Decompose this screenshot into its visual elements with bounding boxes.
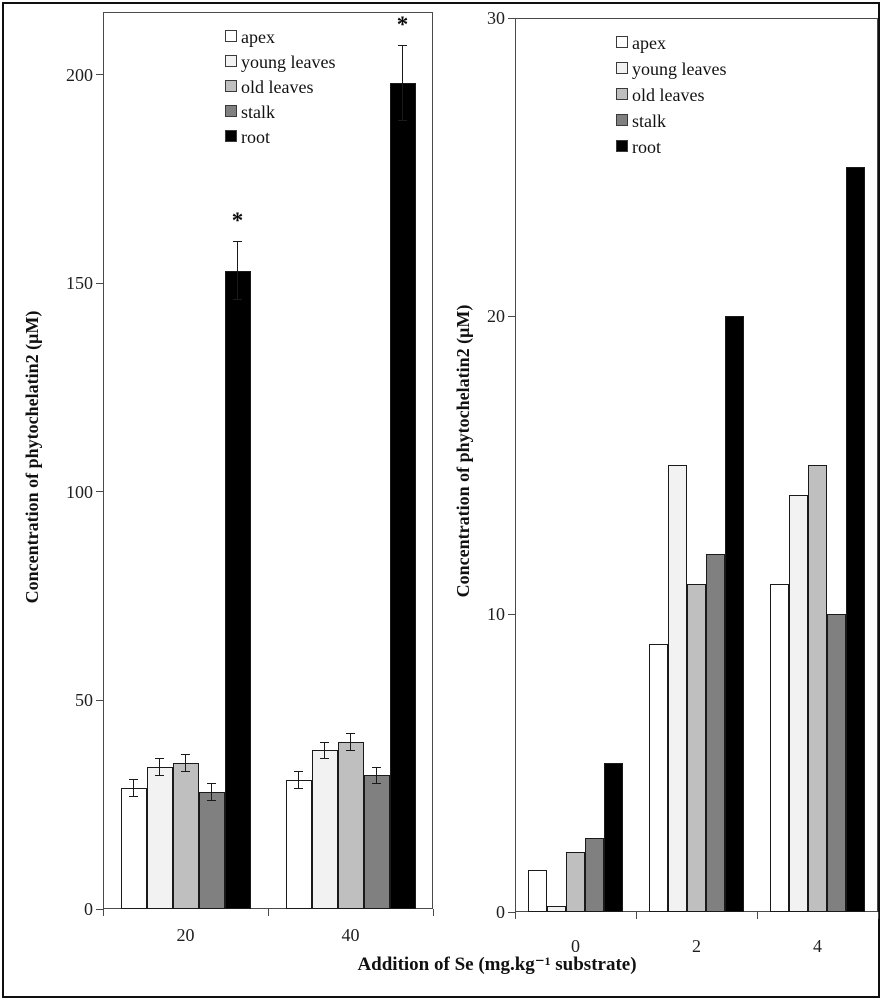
panel-a-y-tick xyxy=(96,74,103,75)
panel-a-error-bar-cap xyxy=(398,120,407,121)
panel-b-legend-label-root: root xyxy=(632,137,661,157)
panel-a-error-bar-cap xyxy=(233,241,242,242)
panel-a-error-bar-cap xyxy=(181,754,190,755)
panel-a-y-tick-label: 100 xyxy=(66,481,93,502)
panel-a-error-bar-cap xyxy=(129,779,138,780)
panel-a-bar-young-leaves xyxy=(147,767,173,909)
panel-b-x-tick xyxy=(757,912,758,919)
panel-b-bar-apex xyxy=(649,644,668,912)
panel-b-category-label: 4 xyxy=(813,936,822,956)
panel-a-x-tick xyxy=(103,909,104,916)
panel-a-error-bar-cap xyxy=(320,758,329,759)
panel-b-bar-stalk xyxy=(706,554,725,912)
panel-a-error-bar xyxy=(350,734,351,751)
panel-a-y-tick xyxy=(96,491,103,492)
panel-b-bar-stalk xyxy=(827,614,846,912)
panel-a-error-bar-cap xyxy=(155,758,164,759)
panel-a-y-tick-label: 50 xyxy=(75,690,93,711)
panel-a-error-bar-cap xyxy=(294,788,303,789)
panel-b-legend-swatch-old-leaves xyxy=(616,88,628,100)
panel-a-legend-swatch-stalk xyxy=(225,105,237,117)
panel-a-bar-old-leaves xyxy=(338,742,364,909)
panel-b-bar-root xyxy=(725,316,744,912)
panel-a-error-bar xyxy=(185,755,186,772)
panel-a-legend-swatch-root xyxy=(225,130,237,142)
panel-a-error-bar-cap xyxy=(129,796,138,797)
panel-b-x-tick xyxy=(515,912,516,919)
panel-a-error-bar xyxy=(376,767,377,784)
panel-a-error-bar xyxy=(298,771,299,788)
panel-a-bar-root xyxy=(225,271,251,909)
panel-a-error-bar-cap xyxy=(294,771,303,772)
panel-b-y-tick-label: 20 xyxy=(487,306,505,326)
panel-b-bar-apex xyxy=(528,870,547,912)
panel-b-bar-old-leaves xyxy=(566,852,585,912)
panel-a-legend-label-old-leaves: old leaves xyxy=(241,77,314,97)
panel-a-bar-stalk xyxy=(199,792,225,909)
panel-b-y-tick xyxy=(508,18,515,19)
panel-b-legend-label-apex: apex xyxy=(632,33,666,53)
panel-b-bar-young-leaves xyxy=(668,465,687,912)
panel-b-y-axis-title: Concentration of phytochelatin2 (μM) xyxy=(453,304,473,598)
panel-b-legend-swatch-root xyxy=(616,140,628,152)
panel-b-bar-young-leaves xyxy=(547,906,566,912)
panel-b-bar-young-leaves xyxy=(789,495,808,912)
panel-a-error-bar-cap xyxy=(181,771,190,772)
panel-b-x-tick xyxy=(636,912,637,919)
panel-a-category-label: 20 xyxy=(176,925,195,945)
panel-b-bar-apex xyxy=(770,584,789,912)
panel-a-error-bar xyxy=(211,784,212,801)
panel-a-error-bar-cap xyxy=(346,733,355,734)
panel-a-category-label: 40 xyxy=(341,925,360,945)
panel-b-x-tick xyxy=(878,912,879,919)
panel-b-bar-root xyxy=(846,167,865,912)
panel-a-legend-swatch-old-leaves xyxy=(225,80,237,92)
panel-b-bar-root xyxy=(604,763,623,912)
panel-a-y-tick-label: 200 xyxy=(66,64,93,85)
panel-b-legend-label-stalk: stalk xyxy=(632,111,666,131)
panel-b-y-tick xyxy=(508,614,515,615)
panel-a-bar-old-leaves xyxy=(173,763,199,909)
panel-b-y-tick-label: 0 xyxy=(496,902,505,922)
panel-b-bar-old-leaves xyxy=(808,465,827,912)
panel-a-bar-young-leaves xyxy=(312,750,338,909)
panel-a-error-bar xyxy=(237,241,238,299)
panel-a-bar-apex xyxy=(121,788,147,909)
panel-a-bar-root xyxy=(390,83,416,909)
panel-b-y-tick xyxy=(508,316,515,317)
panel-a-error-bar-cap xyxy=(207,800,216,801)
panel-a-error-bar xyxy=(324,742,325,759)
panel-b-bar-stalk xyxy=(585,838,604,913)
panel-b-bar-old-leaves xyxy=(687,584,706,912)
panel-b-category-label: 0 xyxy=(571,936,580,956)
panel-a-legend-label-apex: apex xyxy=(241,27,275,47)
panel-a-error-bar xyxy=(159,759,160,776)
panel-a-y-axis-title: Concentration of phytochelatin2 (μM) xyxy=(22,310,42,604)
panel-a-y-tick-label: 150 xyxy=(66,273,93,294)
panel-a-significance-star: * xyxy=(396,12,409,38)
panel-a-y-tick xyxy=(96,283,103,284)
panel-a-error-bar-cap xyxy=(155,775,164,776)
panel-a-error-bar xyxy=(133,780,134,797)
panel-a-error-bar-cap xyxy=(398,45,407,46)
panel-b-y-tick-label: 30 xyxy=(487,8,505,28)
panel-a-legend-label-stalk: stalk xyxy=(241,102,275,122)
panel-b-y-tick-label: 10 xyxy=(487,604,505,624)
panel-a-significance-star: * xyxy=(231,208,244,234)
panel-a-error-bar xyxy=(402,45,403,120)
panel-a-x-tick xyxy=(433,909,434,916)
panel-a-x-tick xyxy=(268,909,269,916)
panel-a-error-bar-cap xyxy=(320,742,329,743)
panel-a-bar-stalk xyxy=(364,775,390,909)
panel-b-category-label: 2 xyxy=(692,936,701,956)
panel-a-y-tick-label: 0 xyxy=(84,899,93,919)
panel-b-legend-swatch-apex xyxy=(616,36,628,48)
panel-b-legend-swatch-stalk xyxy=(616,114,628,126)
panel-b-legend-label-young-leaves: young leaves xyxy=(632,59,727,79)
x-axis-title: Addition of Se (mg.kg⁻¹ substrate) xyxy=(357,954,637,975)
panel-a-error-bar-cap xyxy=(372,767,381,768)
panel-a-error-bar-cap xyxy=(372,783,381,784)
panel-a-error-bar-cap xyxy=(233,299,242,300)
panel-a-legend-swatch-apex xyxy=(225,30,237,42)
panel-a-legend-label-root: root xyxy=(241,127,270,147)
panel-a-error-bar-cap xyxy=(207,783,216,784)
panel-a-y-tick xyxy=(96,700,103,701)
panel-a-legend-label-young-leaves: young leaves xyxy=(241,52,336,72)
panel-a-bar-apex xyxy=(286,780,312,909)
panel-a-error-bar-cap xyxy=(346,750,355,751)
panel-b-legend-swatch-young-leaves xyxy=(616,62,628,74)
panel-a-legend-swatch-young-leaves xyxy=(225,55,237,67)
panel-b-legend-label-old-leaves: old leaves xyxy=(632,85,705,105)
